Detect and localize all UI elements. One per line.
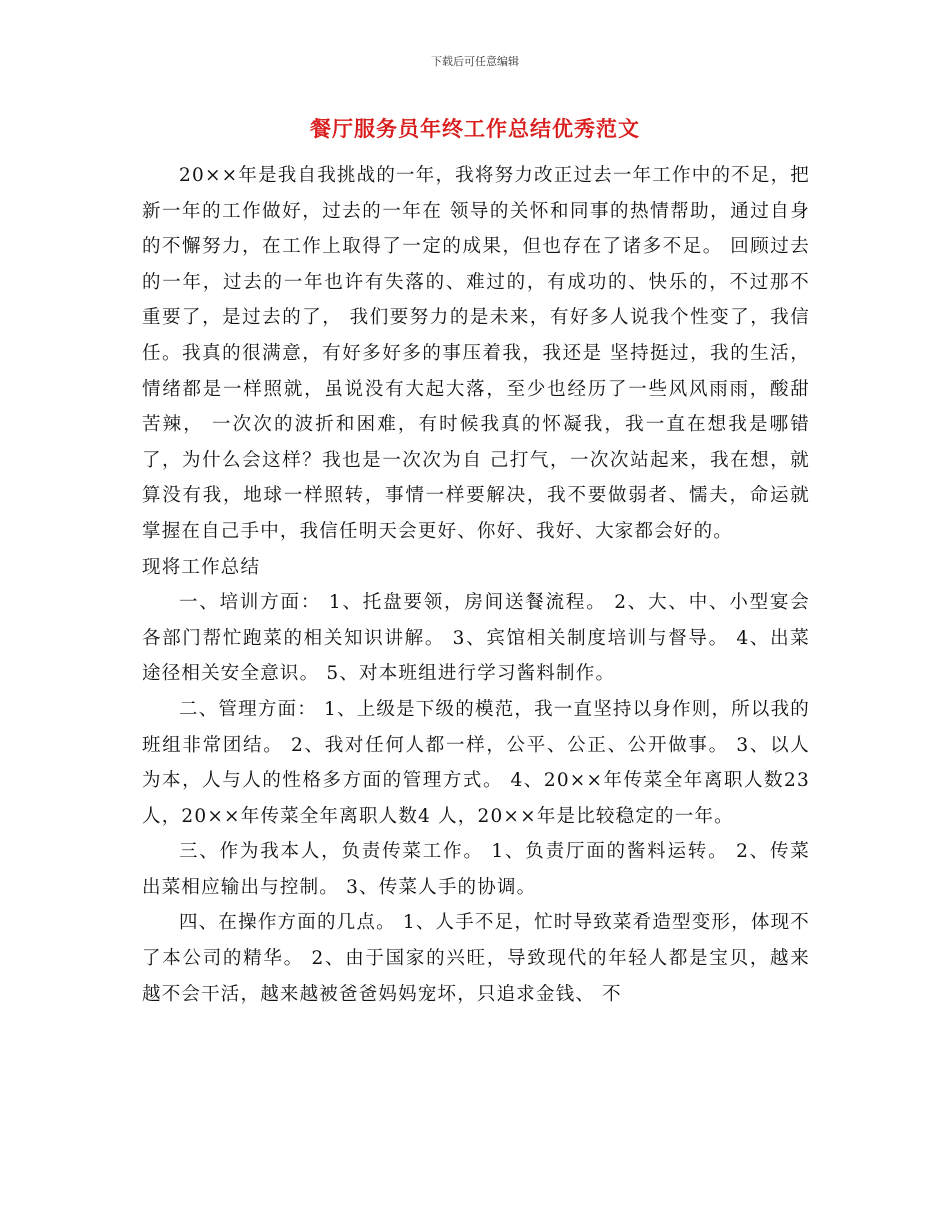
paragraph-management: 二、管理方面： 1、上级是下级的模范，我一直坚持以身作则，所以我的班组非常团结。 2、我对任何人都一样，公平、公正、公开做事。 3、以人为本，人与人的性格多方面的管理方式。 4、20××年传菜全年离职人数23 人，20××年传菜全年离职人数4 人，20××年是比较稳定的一年。 [142,698,810,827]
document-title: 餐厅服务员年终工作总结优秀范文 [310,117,640,141]
paragraph-training: 一、培训方面： 1、托盘要领，房间送餐流程。 2、大、中、小型宴会各部门帮忙跑菜的相关知识讲解。 3、宾馆相关制度培训与督导。 4、出菜途径相关安全意识。 5、对本班组进行学习酱料制作。 [142,592,810,685]
document-body [142,158,810,1012]
paragraph-intro: 20××年是我自我挑战的一年，我将努力改正过去一年工作中的不足，把新一年的工作做好，过去的一年在 领导的关怀和同事的热情帮助，通过自身的不懈努力，在工作上取得了一定的成果，但也存在了诸多不足。 回顾过去的一年，过去的一年也许有失落的、难过的，有成功的、快乐的，不过那不重要了，是过去的了， 我们要努力的是未来，有好多人说我个性变了，我信任。我真的很满意，有好多好多的事压着我，我还是 坚持挺过，我的生活，情绪都是一样照就，虽说没有大起大落，至少也经历了一些风风雨雨，酸甜苦辣， 一次次的波折和困难，有时候我真的怀凝我，我一直在想我是哪错了，为什么会这样？我也是一次次为自 己打气，一次次站起来，我在想，就算没有我，地球一样照转，事情一样要解决，我不要做弱者、懦夫，命运就掌握在自己手中，我信任明天会更好、你好、我好、大家都会好的。 [142,165,810,542]
paragraph-personal-duties: 三、作为我本人，负责传菜工作。 1、负责厅面的酱料运转。 2、传菜出菜相应输出与控制。 3、传菜人手的协调。 [142,841,810,898]
header-note: 下载后可任意编辑 [431,55,519,68]
paragraph-operations: 四、在操作方面的几点。 1、人手不足，忙时导致菜肴造型变形，体现不了本公司的精华。 2、由于国家的兴旺，导致现代的年轻人都是宝贝，越来越不会干活，越来越被爸爸妈妈宠坏，只追求金钱、 不 [142,912,810,1005]
paragraph-summary-lead: 现将工作总结 [142,556,261,578]
